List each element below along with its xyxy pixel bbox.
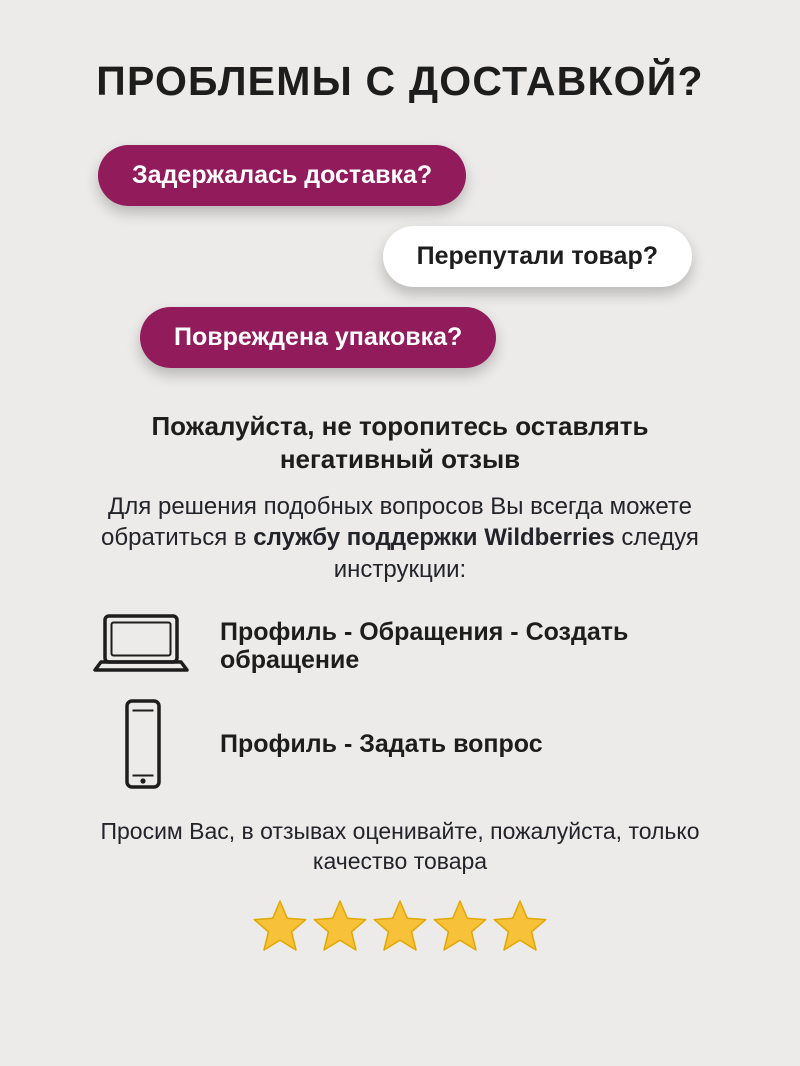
body-text-part1: Для решения подобных вопросов Вы всегда можете обратиться в (101, 492, 692, 552)
pill-damaged-package: Повреждена упаковка? (140, 307, 496, 368)
star-icon-3 (372, 899, 428, 958)
pill-row-2 (40, 226, 760, 287)
body-text-part2: следуя инструкции: (333, 524, 699, 583)
laptop-icon (88, 612, 198, 680)
pill-row-1 (40, 145, 760, 206)
footer-note: Просим Вас, в отзывах оценивайте, пожалуйста, только качество товара (100, 817, 700, 875)
star-icon-1 (252, 899, 308, 958)
page-title: ПРОБЛЕМЫ С ДОСТАВКОЙ? (96, 58, 704, 104)
question-pills (40, 145, 760, 368)
rating-stars (252, 899, 548, 958)
instruction-text-desktop-accent: Создать обращение (220, 617, 629, 674)
smartphone-icon (88, 698, 198, 790)
lead-text: Пожалуйста, не торопитесь оставлять негативный отзыв (151, 411, 649, 475)
star-icon-4 (432, 899, 488, 958)
instruction-text-mobile-main: Профиль - Задать вопрос (220, 729, 543, 758)
body-text-strong: службу поддержки Wildberries (253, 524, 615, 552)
instruction-row-desktop (40, 612, 760, 680)
instruction-text-desktop (220, 618, 760, 674)
star-icon-2 (312, 899, 368, 958)
instruction-list (40, 612, 760, 790)
body-text (50, 491, 750, 586)
instruction-row-mobile (40, 698, 760, 790)
star-icon-5 (492, 899, 548, 958)
instruction-text-desktop-main: Профиль - Обращения - (220, 617, 526, 646)
instruction-text-mobile (220, 730, 543, 758)
pill-delayed-delivery: Задержалась доставка? (98, 145, 466, 206)
pill-wrong-item: Перепутали товар? (383, 226, 692, 287)
pill-row-3 (40, 307, 760, 368)
